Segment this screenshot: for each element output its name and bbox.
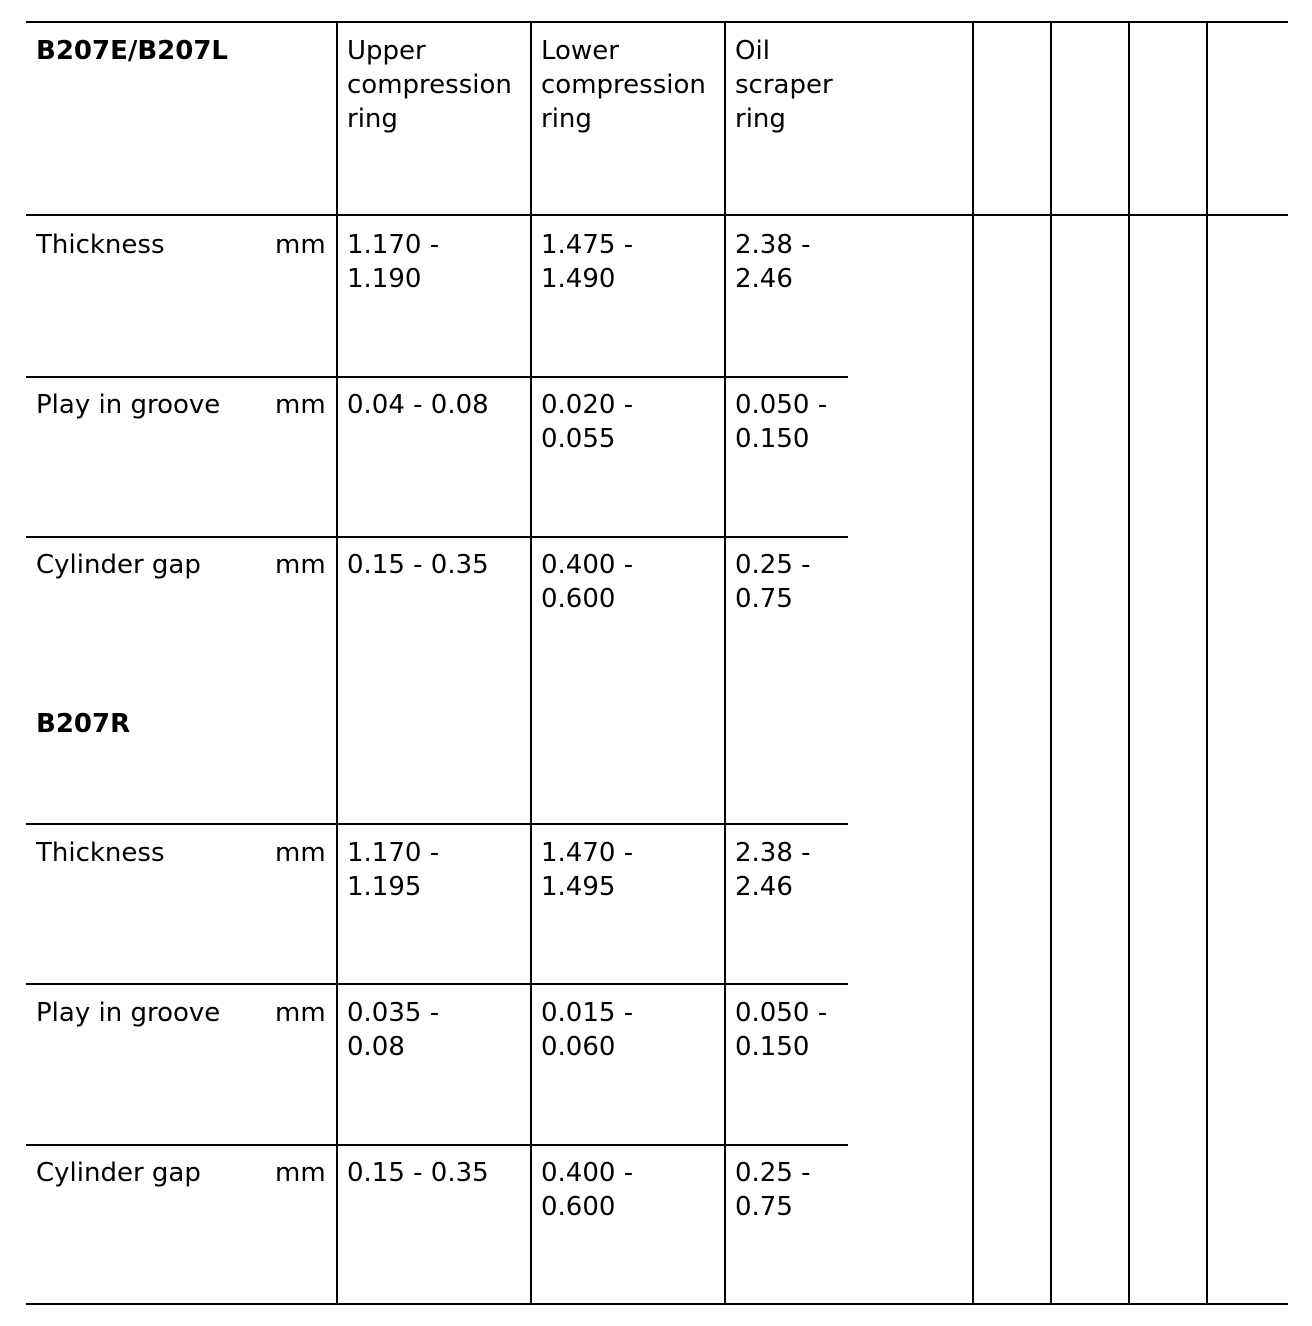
column-header-lower-compression-ring: Lower compression ring bbox=[541, 36, 706, 134]
value-cell: 0.400 - 0.600 bbox=[541, 550, 634, 614]
value-cell: 0.04 - 0.08 bbox=[347, 390, 489, 420]
col-divider bbox=[1128, 21, 1130, 1305]
col-divider bbox=[724, 21, 726, 1305]
row-label-cylinder-gap: Cylinder gap bbox=[36, 550, 201, 580]
row-unit: mm bbox=[275, 550, 326, 580]
row-unit: mm bbox=[275, 838, 326, 868]
row-unit: mm bbox=[275, 390, 326, 420]
col-divider bbox=[972, 21, 974, 1305]
model-title: B207R bbox=[36, 709, 131, 739]
row-label-play-in-groove: Play in groove bbox=[36, 390, 221, 420]
value-cell: 0.020 - 0.055 bbox=[541, 390, 634, 454]
value-cell: 2.38 - 2.46 bbox=[735, 838, 811, 902]
col-divider bbox=[336, 21, 338, 1305]
col-divider bbox=[1050, 21, 1052, 1305]
row-unit: mm bbox=[275, 230, 326, 260]
row-unit: mm bbox=[275, 998, 326, 1028]
row-label-play-in-groove: Play in groove bbox=[36, 998, 221, 1028]
value-cell: 0.15 - 0.35 bbox=[347, 550, 489, 580]
col-divider bbox=[1206, 21, 1208, 1305]
row-label-cylinder-gap: Cylinder gap bbox=[36, 1158, 201, 1188]
rule-header-bottom bbox=[26, 214, 1288, 216]
row-label-thickness: Thickness bbox=[36, 838, 165, 868]
value-cell: 0.15 - 0.35 bbox=[347, 1158, 489, 1188]
value-cell: 0.400 - 0.600 bbox=[541, 1158, 634, 1222]
row-unit: mm bbox=[275, 1158, 326, 1188]
row-label-thickness: Thickness bbox=[36, 230, 165, 260]
value-cell: 0.015 - 0.060 bbox=[541, 998, 634, 1062]
model-title: B207E/B207L bbox=[36, 36, 229, 66]
value-cell: 0.035 - 0.08 bbox=[347, 998, 440, 1062]
column-header-oil-scraper-ring: Oil scraper ring bbox=[735, 36, 833, 134]
value-cell: 1.470 - 1.495 bbox=[541, 838, 634, 902]
col-divider bbox=[530, 21, 532, 1305]
rule-top bbox=[26, 21, 1288, 23]
value-cell: 1.170 - 1.195 bbox=[347, 838, 440, 902]
value-cell: 2.38 - 2.46 bbox=[735, 230, 811, 294]
value-cell: 1.475 - 1.490 bbox=[541, 230, 634, 294]
column-header-upper-compression-ring: Upper compression ring bbox=[347, 36, 512, 134]
value-cell: 1.170 - 1.190 bbox=[347, 230, 440, 294]
value-cell: 0.25 - 0.75 bbox=[735, 1158, 811, 1222]
value-cell: 0.050 - 0.150 bbox=[735, 998, 828, 1062]
value-cell: 0.25 - 0.75 bbox=[735, 550, 811, 614]
rule-bottom bbox=[26, 1303, 1288, 1305]
value-cell: 0.050 - 0.150 bbox=[735, 390, 828, 454]
